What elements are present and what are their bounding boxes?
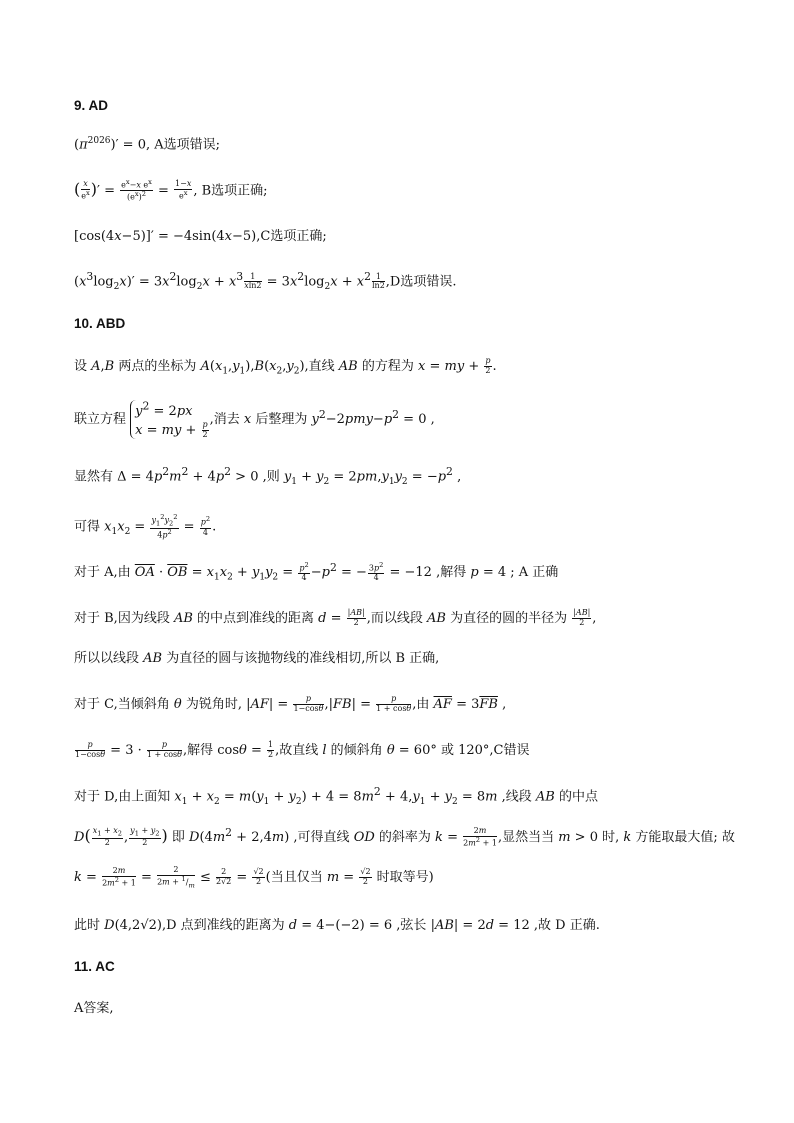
answer-9-line-a: $(\pi^{2026})' = 0$, A选项错误; [74, 136, 221, 153]
answer-10-line-6: 对于 B,因为线段 AB 的中点到准线的距离 d = $\frac{|AB|}{2}$ ,而以线段 AB 为直径的圆的半径为 $\frac{|AB|}{2}$ , [74, 608, 597, 627]
answer-10-line-11: D( $\frac{x_1 + x_2}{2}$ , $\frac{y_1 + y_2}{2}$ ) 即 $D(4m^2 + 2,4m)$ ,可得直线 OD 的斜率为 k = $\frac{2m}{2m^2 + 1}$ ,显然当当 m > 0 时, k 方能取最大值; 故 [74, 825, 735, 848]
answer-10-line-3: 显然有 $\Delta = 4p^2m^2 + 4p^2 > 0$ ,则 $y_1 + y_2 = 2pm,y_1y_2 = -p^2$ , [74, 465, 462, 487]
answer-9-line-c: [cos(4x−5)]′ = −4sin(4x−5),C选项正确; [74, 229, 327, 244]
answer-10-line-13: 此时 D(4,2√2),D 点到准线的距离为 d = 4−(−2) = 6 ,弦长 |AB| = 2d = 12 ,故 D 正确. [74, 918, 600, 933]
answer-9-line-d: $(x^3\log_2x)' = 3x^2\log_2x + x^3$ $\frac{1}{xln2}$ = $3x^2\log_2x + x^2$ $\frac{1}{\ln 2}$ ,D选项错误. [74, 270, 457, 292]
answer-11-heading: 11. AC [74, 959, 115, 974]
answer-10-line-9: $\frac{p}{1-\cos\theta}$ = 3 · $\frac{p}{1 + \cos\theta}$ ,解得 cosθ = $\frac{1}{2}$ ,故直线 l 的倾斜角 θ = 60° 或 120°,C错误 [75, 740, 530, 759]
answer-10-line-2: 联立方程 $y^2 = 2px$ x = my + $\frac{p}{2}$ ,消去 x 后整理为 $y^2-2pmy-p^2 = 0$ , [74, 400, 435, 439]
answer-10-line-4: 可得 $x_1x_2$ = $\frac{y_1^2y_2^2}{4p^2}$ = $\frac{p^2}{4}$ . [74, 513, 217, 540]
answer-10-heading: 10. ABD [74, 316, 126, 331]
answer-9-heading: 9. AD [74, 98, 109, 113]
answer-10-line-10: 对于 D,由上面知 $x_1 + x_2 = m(y_1 + y_2) + 4 = 8m^2 + 4,y_1 + y_2 = 8m$ ,线段 AB 的中点 [74, 785, 598, 807]
answer-9-line-b: ( $\frac{x}{e^x}$ )′ = $\frac{e^x-x e^x}{(e^x)^2}$ = $\frac{1-x}{e^x}$ , B选项正确; [74, 178, 268, 203]
answer-11-line-1: A答案, [74, 1001, 114, 1016]
answer-10-line-7: 所以以线段 AB 为直径的圆与该抛物线的准线相切,所以 B 正确, [74, 651, 440, 666]
answer-10-line-8: 对于 C,当倾斜角 θ 为锐角时, |AF| = $\frac{p}{1-\cos\theta}$ ,|FB| = $\frac{p}{1 + \cos\theta}$ ,由 $\overline{AF} = 3\overline{FB}$ , [74, 694, 507, 713]
answer-10-line-1: 设 A,B 两点的坐标为 $A(x_1,y_1),B(x_2,y_2)$,直线 AB 的方程为 x = my + $\frac{p}{2}$ . [74, 356, 497, 377]
answer-10-line-5: 对于 A,由 $\overline{OA} \cdot \overline{OB} = x_1x_2 + y_1y_2$ = $\frac{p^2}{4}$ $-p^2$ = − $\frac{3p^2}{4}$ = −12 ,解得 p = 4 ; A 正确 [74, 560, 559, 583]
answer-10-line-12: k = $\frac{2m}{2m^2 + 1}$ = $\frac{2}{2m + ^1/_m}$ ≤ $\frac{2}{2√2}$ = $\frac{√2}{2}$ (当且仅当 m = $\frac{√2}{2}$ 时取等号) [74, 865, 434, 890]
